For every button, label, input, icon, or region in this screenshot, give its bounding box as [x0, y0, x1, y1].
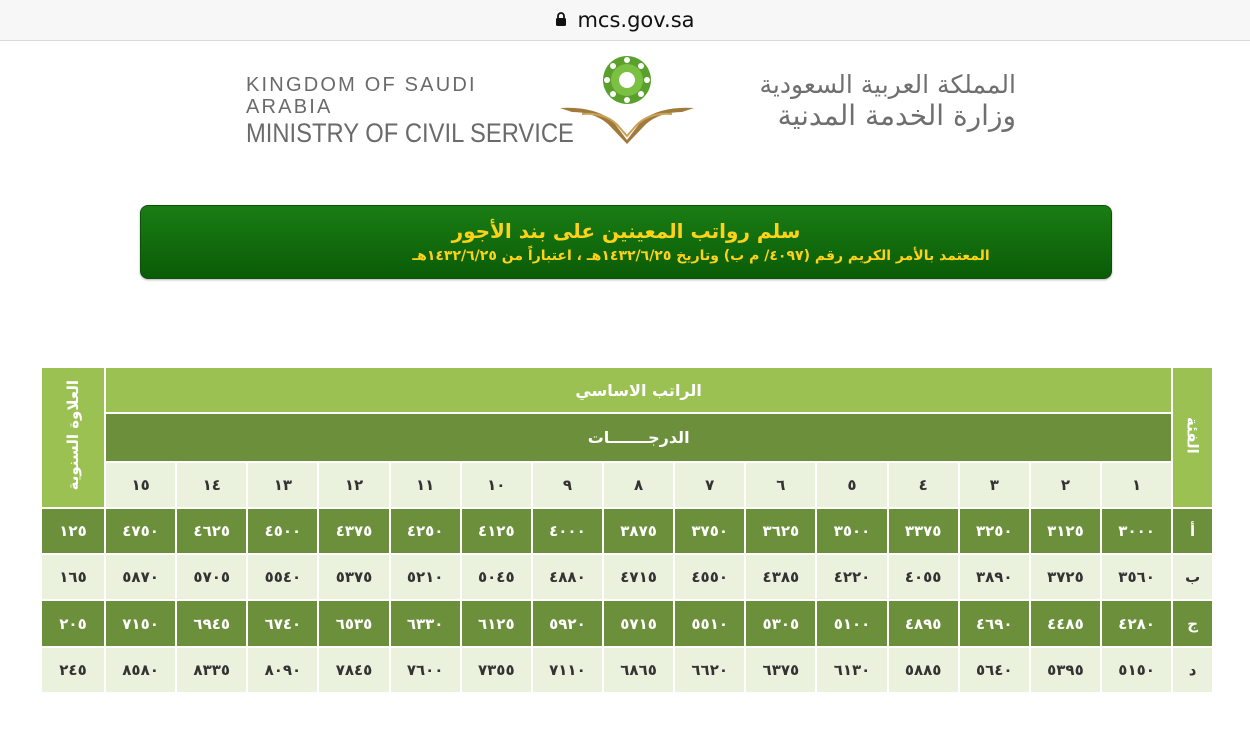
row-allowance: ١٢٥	[41, 508, 105, 554]
salary-cell: ٧٨٤٥	[318, 647, 389, 693]
salary-cell: ٤٢٢٠	[816, 554, 887, 600]
salary-cell: ٥٥٤٠	[247, 554, 318, 600]
table-row	[41, 600, 1213, 646]
salary-cell: ٦١٣٠	[816, 647, 887, 693]
ministry-name-english	[246, 74, 574, 148]
grade-number: ١٤	[176, 462, 247, 508]
salary-cell: ٦٣٣٠	[390, 600, 461, 646]
url-text: mcs.gov.sa	[577, 8, 695, 32]
salary-cell: ٣١٢٥	[1030, 508, 1101, 554]
salary-cell: ٨٥٨٠	[105, 647, 176, 693]
salary-cell: ٤٧١٥	[603, 554, 674, 600]
page-subtitle: المعتمد بالأمر الكريم رقم (٤٠٩٧/ م ب) وتاريخ ١٤٣٢/٦/٢٥هـ ، اعتباراً من ١٤٣٢/٦/٢٥هـ	[412, 248, 990, 264]
grade-number: ٩	[532, 462, 603, 508]
salary-cell: ٨٠٩٠	[247, 647, 318, 693]
ministry-name-arabic	[706, 70, 1016, 132]
salary-cell: ٣٥٦٠	[1101, 554, 1172, 600]
salary-cell: ٦٥٣٥	[318, 600, 389, 646]
salary-cell: ٥٦٤٠	[959, 647, 1030, 693]
salary-cell: ٥٣٩٥	[1030, 647, 1101, 693]
salary-cell: ٤٥٥٠	[674, 554, 745, 600]
salary-cell: ٥١٥٠	[1101, 647, 1172, 693]
kingdom-name-en: KINGDOM OF SAUDI ARABIA	[246, 74, 477, 118]
salary-cell: ٣٥٠٠	[816, 508, 887, 554]
salary-cell: ٤٠٥٥	[888, 554, 959, 600]
salary-cell: ٣٢٥٠	[959, 508, 1030, 554]
salary-cell: ٥٨٧٠	[105, 554, 176, 600]
lock-icon	[555, 12, 567, 26]
salary-cell: ٤٦٢٥	[176, 508, 247, 554]
grade-number: ١٠	[461, 462, 532, 508]
grade-number: ٣	[959, 462, 1030, 508]
salary-cell: ٥٥١٠	[674, 600, 745, 646]
salary-cell: ٦٨٦٥	[603, 647, 674, 693]
salary-cell: ٤٦٩٠	[959, 600, 1030, 646]
salary-cell: ٧١٥٠	[105, 600, 176, 646]
kingdom-name-ar: المملكة العربية السعودية	[759, 70, 1016, 99]
ministry-name-en: MINISTRY OF CIVIL SERVICE	[246, 118, 574, 148]
row-allowance: ٢٤٥	[41, 647, 105, 693]
salary-scale-title-box	[140, 205, 1112, 279]
salary-cell: ٥٢١٠	[390, 554, 461, 600]
table-row	[41, 508, 1213, 554]
row-allowance: ٢٠٥	[41, 600, 105, 646]
basic-salary-header: الراتب الاساسي	[105, 367, 1172, 413]
row-category: ج	[1172, 600, 1213, 646]
salary-cell: ٣٧٥٠	[674, 508, 745, 554]
table-row	[41, 647, 1213, 693]
ministry-logo	[552, 48, 702, 144]
address-bar[interactable]	[0, 0, 1250, 41]
salary-cell: ٦٦٢٠	[674, 647, 745, 693]
salary-cell: ٨٣٣٥	[176, 647, 247, 693]
salary-cell: ٤٣٨٥	[745, 554, 816, 600]
grades-header: الدرجـــــــات	[105, 413, 1172, 461]
salary-cell: ٣٣٧٥	[888, 508, 959, 554]
salary-cell: ٤١٢٥	[461, 508, 532, 554]
salary-cell: ٤٤٨٥	[1030, 600, 1101, 646]
salary-cell: ٦٣٧٥	[745, 647, 816, 693]
salary-cell: ٦٩٤٥	[176, 600, 247, 646]
salary-cell: ٦٧٤٠	[247, 600, 318, 646]
salary-cell: ٥١٠٠	[816, 600, 887, 646]
row-category: أ	[1172, 508, 1213, 554]
page-title: سلم رواتب المعينين على بند الأجور	[451, 219, 801, 243]
grade-number: ١٣	[247, 462, 318, 508]
salary-cell: ٥٣٧٥	[318, 554, 389, 600]
category-header: الفئة	[1172, 367, 1213, 508]
salary-cell: ٤٣٧٥	[318, 508, 389, 554]
grade-number: ١٥	[105, 462, 176, 508]
grade-number: ٤	[888, 462, 959, 508]
salary-cell: ٤٨٩٥	[888, 600, 959, 646]
grade-number: ١١	[390, 462, 461, 508]
salary-cell: ٤٢٥٠	[390, 508, 461, 554]
salary-cell: ٧٣٥٥	[461, 647, 532, 693]
salary-cell: ٧١١٠	[532, 647, 603, 693]
grade-numbers-row	[41, 462, 1213, 508]
salary-cell: ٥٧٠٥	[176, 554, 247, 600]
salary-cell: ٤٥٠٠	[247, 508, 318, 554]
grade-number: ٢	[1030, 462, 1101, 508]
grade-number: ٦	[745, 462, 816, 508]
salary-cell: ٤٢٨٠	[1101, 600, 1172, 646]
salary-cell: ٥٧١٥	[603, 600, 674, 646]
row-category: د	[1172, 647, 1213, 693]
salary-cell: ٣٧٢٥	[1030, 554, 1101, 600]
row-allowance: ١٦٥	[41, 554, 105, 600]
ministry-name-ar: وزارة الخدمة المدنية	[777, 99, 1016, 132]
salary-table	[40, 366, 1214, 694]
salary-cell: ٥٨٨٥	[888, 647, 959, 693]
salary-cell: ٤٨٨٠	[532, 554, 603, 600]
salary-cell: ٧٦٠٠	[390, 647, 461, 693]
salary-cell: ٣٦٢٥	[745, 508, 816, 554]
grade-number: ٥	[816, 462, 887, 508]
salary-cell: ٣٠٠٠	[1101, 508, 1172, 554]
grade-number: ٧	[674, 462, 745, 508]
salary-cell: ٥٣٠٥	[745, 600, 816, 646]
row-category: ب	[1172, 554, 1213, 600]
salary-cell: ٣٨٩٠	[959, 554, 1030, 600]
table-row	[41, 554, 1213, 600]
salary-cell: ٤٧٥٠	[105, 508, 176, 554]
annual-allowance-header: العلاوة السنوية	[41, 367, 105, 508]
grade-number: ١٢	[318, 462, 389, 508]
salary-cell: ٤٠٠٠	[532, 508, 603, 554]
salary-cell: ٦١٢٥	[461, 600, 532, 646]
grade-number: ٨	[603, 462, 674, 508]
salary-cell: ٣٨٧٥	[603, 508, 674, 554]
salary-cell: ٥٠٤٥	[461, 554, 532, 600]
salary-cell: ٥٩٢٠	[532, 600, 603, 646]
grade-number: ١	[1101, 462, 1172, 508]
